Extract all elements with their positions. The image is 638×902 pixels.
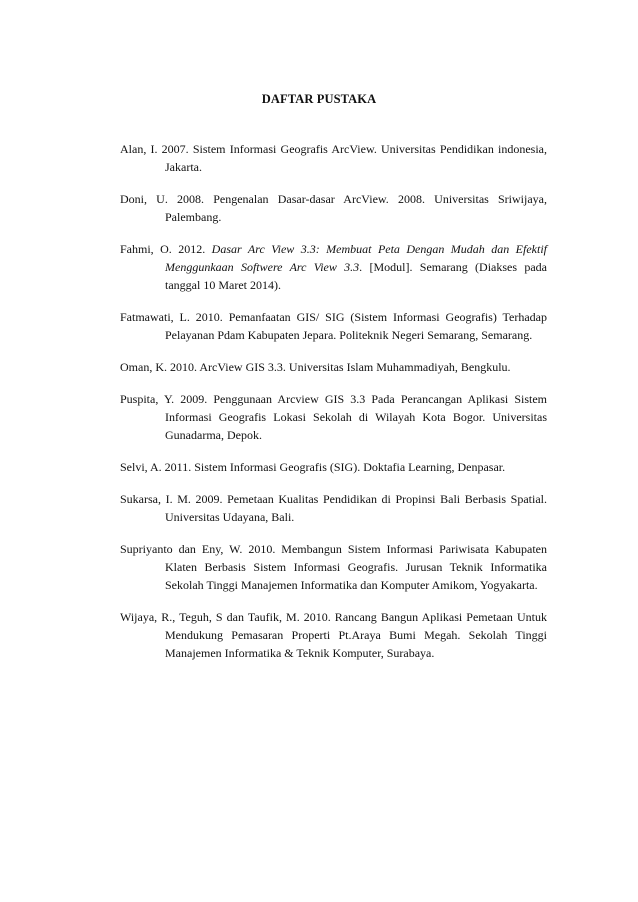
reference-text: Supriyanto dan Eny, W. 2010. Membangun Sistem Informasi Pariwisata Kabupaten Klaten Berbasis Sistem Informasi Geografis. Jurusan Teknik Informatika Sekolah Tinggi Manajemen Informatika dan Komputer Amikom, Yogyakarta.: [120, 542, 547, 592]
reference-text: Sukarsa, I. M. 2009. Pemetaan Kualitas Pendidikan di Propinsi Bali Berbasis Spatial. Universitas Udayana, Bali.: [120, 492, 547, 524]
page-title: DAFTAR PUSTAKA: [261, 92, 377, 106]
reference-item: [120, 608, 547, 662]
reference-list: [120, 140, 547, 676]
reference-item: [120, 240, 547, 294]
reference-text: Wijaya, R., Teguh, S dan Taufik, M. 2010. Rancang Bangun Aplikasi Pemetaan Untuk Mendukung Pemasaran Properti Pt.Araya Bumi Megah. Sekolah Tinggi Manajemen Informatika & Teknik Komputer, Surabaya.: [120, 610, 547, 660]
reference-item: [120, 490, 547, 526]
reference-text: Alan, I. 2007. Sistem Informasi Geografis ArcView. Universitas Pendidikan indonesia, Jakarta.: [120, 142, 547, 174]
reference-text: Selvi, A. 2011. Sistem Informasi Geografis (SIG). Doktafia Learning, Denpasar.: [120, 460, 506, 474]
reference-italic-title: Dasar Arc View 3.3: Membuat Peta Dengan Mudah dan Efektif Menggunkaan Softwere Arc View 3.3: [165, 242, 547, 274]
reference-item: [120, 390, 547, 444]
reference-item: [120, 458, 547, 476]
reference-item: [120, 540, 547, 594]
reference-text-tail: . [Modul]. Semarang (Diakses pada tanggal 10 Maret 2014).: [165, 260, 547, 292]
reference-text: Oman, K. 2010. ArcView GIS 3.3. Universitas Islam Muhammadiyah, Bengkulu.: [120, 360, 511, 374]
reference-item: [120, 358, 547, 376]
reference-text: Fahmi, O. 2012.: [120, 242, 212, 256]
reference-item: [120, 140, 547, 176]
reference-text: Doni, U. 2008. Pengenalan Dasar-dasar ArcView. 2008. Universitas Sriwijaya, Palembang.: [120, 192, 547, 224]
reference-item: [120, 190, 547, 226]
reference-text: Fatmawati, L. 2010. Pemanfaatan GIS/ SIG (Sistem Informasi Geografis) Terhadap Pelayanan Pdam Kabupaten Jepara. Politeknik Negeri Semarang, Semarang.: [120, 310, 547, 342]
reference-item: [120, 308, 547, 344]
reference-text: Puspita, Y. 2009. Penggunaan Arcview GIS 3.3 Pada Perancangan Aplikasi Sistem Informasi Geografis Lokasi Sekolah di Wilayah Kota Bogor. Universitas Gunadarma, Depok.: [120, 392, 547, 442]
